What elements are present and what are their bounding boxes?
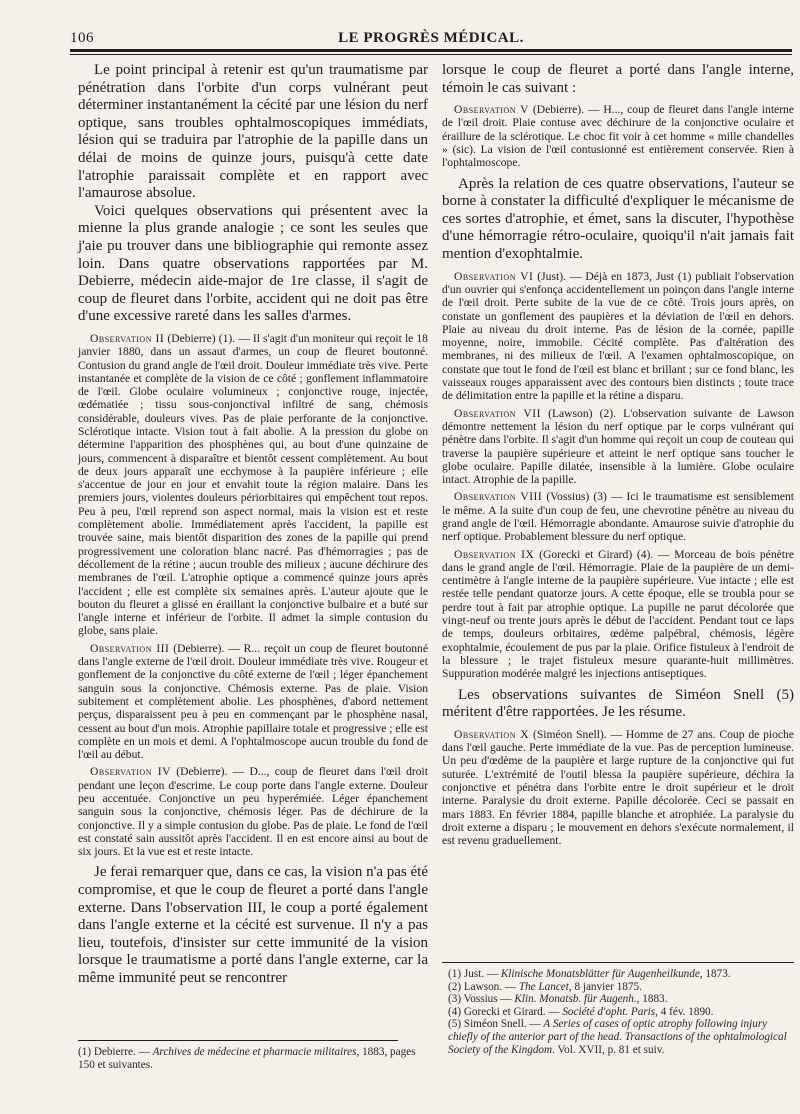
observation-10 xyxy=(442,728,794,848)
footnote xyxy=(448,968,794,981)
footnote xyxy=(78,1046,428,1071)
footnote-source: The Lancet xyxy=(518,980,569,993)
right-column xyxy=(442,62,794,847)
observation-6 xyxy=(442,270,794,403)
observation-text: (Vossius) (3) — Ici le traumatisme est sensiblement le même. A la suite d'un coup de feu, une chevrotine pénètre au niveau du grand angle de l'œil. Hémorragie abondante. Amaurose suivie d'atrophie du nerf optique. Probablement blessure du nerf optique. xyxy=(442,490,794,544)
observation-2 xyxy=(78,332,428,638)
observation-text: (Gorecki et Girard) (4). — Morceau de bois pénètre dans le grand angle de l'œil. Hémorragie. Plaie de la paupière de un demi-centimètre à l'angle interne de la paupière supérieure. Vue intacte ; elle est restée telle pendant quatorze jours. A cette époque, elle se troubla pour se perdre tout à fait par atrophie optique. La pupille ne parut décolorée que vingt-neuf ou trente jours après le début de l'accident. Pendant tout ce laps de temps, douleurs orbitaires, œdème palpébral, chémosis, légère exophtalmie, écoulement de pus par la plaie. Orifice fistuleux à l'endroit de la blessure ; le trajet fistuleux mesure quarante-huit millimètres. Suppuration modérée malgré les injections antiseptiques. xyxy=(442,547,794,681)
footnote-author: (1) Debierre. — xyxy=(78,1046,153,1058)
footnote-tail: , 1883, pages 150 et suivantes. xyxy=(78,1046,416,1071)
observation-heading: Observation IV xyxy=(90,765,171,779)
footnote xyxy=(448,981,794,994)
footnote-tail: , 1873. xyxy=(699,968,731,980)
page-header xyxy=(70,30,792,50)
paragraph: Après la relation de ces quatre observations, l'auteur se borne à constater la difficulté d'expliquer le mécanisme de ces sortes d'atrophie, et émet, sans la discuter, l'hypothèse d'une hémorragie rétro-oculaire, quoiqu'il n'ait jamais fait mention d'exophtalmie. xyxy=(442,175,794,263)
footnote xyxy=(448,1018,794,1056)
observation-text: (Just). — Déjà en 1873, Just (1) publiait l'observation d'un ouvrier qui s'enfonça accidentellement un poinçon dans l'angle interne de l'œil droit. Perte subite de la vue de ce côté. Trois jours après, on constate un gonflement des paupières et la déviation de l'œil en dehors. Plaie au niveau du droit interne. Pas de lésion de la cornée, papille moyenne, noire, immobile. Cécité complète. Pas d'altération des membranes, ni des milieux de l'œil. A l'examen ophtalmoscopique, on constate que tout le fond de l'œil est blanc et brillant ; sur ce fond blanc, les vaisseaux rouges apparaissent avec des contours bien distincts ; toute trace de délimitation entre la papille et la rétine a disparu. xyxy=(442,269,795,403)
observation-text: (Debierre) (1). — Il s'agit d'un moniteur qui reçoit le 18 janvier 1880, dans un assaut d'armes, un coup de fleuret boutonné. Contusion du grand angle de l'œil droit. Douleur immédiate très vive. Perte instantanée et complète de la vision de ce côté ; gonflement inflammatoire de l'œil. Globe oculaire volumineux ; conjonctive rouge, injectée, œdématiée ; tissu sous-conjonctival infiltré de sang, chémosis considérable, douleurs vives. Pas de plaie perforante de la conjonctive. Sclérotique intacte. Vision tout à fait abolie. A la pression du globe on détermine l'apparition des phosphènes qui, au bout d'une quinzaine de jours, commencent à disparaître et bientôt cessent complètement. Au bout de deux jours apparaît une ecchymose à la paupière inférieure ; elle s'accentue de jour en jour et envahit toute la région malaire. Dans les premiers jours, violentes douleurs périorbitaires qui empêchent tout repos. Peu à peu, l'œil reprend son aspect normal, mais la vision est et reste complètement abolie. Immédiatement après l'accident, la papille est trouvée saine, mais bientôt disparition des zones de la papille qui prend progressivement une coloration blanc nacré. Pas d'hémorragies ; pas de décollement de la rétine ; aucun trouble des milieux ; aucune déchirure des membranes de l'œil. L'atrophie optique a commencé quinze jours après l'accident ; elle est complète six semaines après. L'auteur ajoute que le bouton du fleuret a glissé en éraillant la conjonctive bulbaire et a buté sur l'angle interne et inférieur de l'orbite. Il admet la simple contusion du globe, sans plaie. xyxy=(78,331,428,638)
header-rule-thick xyxy=(70,49,792,52)
footnote-tail: , 4 fév. 1890. xyxy=(655,1005,714,1018)
footnote-author: (4) Gorecki et Girard. — xyxy=(448,1005,563,1018)
page-number: 106 xyxy=(70,30,94,46)
observation-text: (Siméon Snell). — Homme de 27 ans. Coup de pioche dans l'œil gauche. Perte immédiate de la vue. Pas de perception lumineuse. Un peu d'œdème de la paupière et large rupture de la conjonctive qui fut suturée. L'extrémité de l'outil blessa la paupière supérieure, déchira la conjonctive et pénétra dans l'orbite entre le droit supérieur et le droit interne. Paralysie du droit externe. Papille décolorée. Ceci se passait en mars 1883. En février 1884, papille blanche et atrophiée. La paralysie du droit externe a disparu ; le mouvement en dehors s'exécute normalement, il est revenu graduellement. xyxy=(442,727,794,848)
footnote-source: Klin. Monatsb. für Augenh. xyxy=(514,993,637,1006)
footnote-rule xyxy=(442,962,794,963)
observation-9 xyxy=(442,548,794,681)
footnote-source: A Series of cases of optic atrophy following injury chiefly of the anterior part of the head. Transactions of the ophtalmological Society of the Kingdom xyxy=(448,1018,787,1056)
paragraph: Voici quelques observations qui présentent avec la mienne la plus grande analogie ; ce sont les seules que j'aie pu trouver dans une bibliographie qui remonte assez loin. Dans quatre observations rapportées par M. Debierre, médecin aide-major de 1re classe, il s'agit de coup de fleuret dans l'orbite, accident qui ne doit pas être d'une excessive rareté dans les salles d'armes. xyxy=(78,202,428,325)
right-footnotes xyxy=(448,968,794,1056)
journal-title: LE PROGRÈS MÉDICAL. xyxy=(338,30,524,46)
footnote-author: (3) Vossius — xyxy=(448,993,515,1006)
observation-heading: Observation X xyxy=(454,727,530,741)
observation-4 xyxy=(78,765,428,858)
observation-heading: Observation VI xyxy=(454,269,534,283)
observation-heading: Observation VII xyxy=(454,406,541,420)
footnote-source: Klinische Monatsblätter für Augenheilkunde xyxy=(500,968,700,980)
observation-heading: Observation V xyxy=(454,103,529,117)
footnote-source: Société d'opht. Paris xyxy=(562,1005,656,1018)
footnote-tail: . Vol. XVII, p. 81 et suiv. xyxy=(552,1043,665,1056)
paragraph: lorsque le coup de fleuret a porté dans l'angle interne, témoin le cas suivant : xyxy=(442,62,794,96)
observation-text: (Debierre). — R... reçoit un coup de fleuret boutonné dans l'angle externe de l'œil droit. Douleur immédiate très vive. Rougeur et gonflement de la conjonctive du côté externe de l'œil ; léger épanchement sanguin sous la conjonctive. Chémosis externe. Pas de plaie. Vision subitement et complètement abolie. Les phosphènes, d'abord nettement perçus, disparaissent peu à peu en commençant par le phosphène nasal, cessent au bout d'un mois. Atrophie papillaire totale et progressive ; elle est complète en un mois et demi. A l'ophtalmoscope aucun trouble du fond de l'œil au début. xyxy=(78,641,428,762)
observation-heading: Observation II xyxy=(90,331,165,345)
observation-heading: Observation III xyxy=(90,641,170,655)
footnote-tail: , 1883. xyxy=(636,993,668,1006)
observation-7 xyxy=(442,407,794,487)
observation-heading: Observation IX xyxy=(454,547,535,561)
footnote-rule xyxy=(78,1040,398,1041)
footnote-author: (1) Just. — xyxy=(448,968,501,980)
left-footnotes xyxy=(78,1046,428,1071)
footnote xyxy=(448,1006,794,1019)
paragraph: Le point principal à retenir est qu'un traumatisme par pénétration dans l'orbite d'un corps vulnérant peut déterminer instantanément la cécité par une lésion du nerf optique, sans troubles ophtalmoscopiques immédiats, lésion qui se traduira par l'atrophie de la papille dans un délai de moins de quinze jours, puisqu'à cette date l'atrophie paraissait complète et en rapport avec l'amaurose absolue. xyxy=(78,62,428,202)
footnote-author: (5) Siméon Snell. — xyxy=(448,1018,544,1031)
observation-text: (Debierre). — H..., coup de fleuret dans l'angle interne de l'œil droit. Plaie contuse avec déchirure de la conjonctive oculaire et éraillure de la sclérotique. Le choc fit voir à cet homme « mille chandelles » (sic). La vision de l'œil contusionné est entièrement conservée. Rien à l'ophtalmoscope. xyxy=(442,103,794,170)
observation-8 xyxy=(442,490,794,543)
paragraph: Je ferai remarquer que, dans ce cas, la vision n'a pas été compromise, et que le coup de fleuret a porté dans l'angle externe. Dans l'observation III, le coup a porté également dans l'angle externe et la cécité est survenue. Il n'y a pas lieu, toutefois, d'insister sur cette immunité de la vision lorsque le traumatisme a porté dans l'angle externe, car la même immunité peut se rencontrer xyxy=(78,864,428,987)
footnote-author: (2) Lawson. — xyxy=(448,980,519,993)
footnote-source: Archives de médecine et pharmacie militaires xyxy=(152,1046,357,1058)
observation-text: (Debierre). — D..., coup de fleuret dans l'œil droit pendant une leçon d'escrime. Le coup porte dans l'angle externe. Douleur peu accentuée. Conjonctive un peu hyperémiée. Léger épanchement sanguin sous la conjonctive, chémosis léger. Pas de déchirure de la conjonctive. Il y a simple contusion du globe. Pas de plaie. Le fond de l'œil est constaté sain aussitôt après l'accident. Il en est encore ainsi au bout de six jours. Et la vue est et reste intacte. xyxy=(78,765,428,859)
footnote-tail: , 8 janvier 1875. xyxy=(568,980,642,993)
footnote xyxy=(448,993,794,1006)
observation-heading: Observation VIII xyxy=(454,490,543,504)
observation-text: (Lawson) (2). L'observation suivante de Lawson démontre nettement la lésion du nerf optique par le corps vulnérant qui pénètre dans l'orbite. Il s'agit d'un homme qui reçoit un coup de couteau qui traverse la paupière supérieure et atteint le nerf optique sans toucher le globe oculaire. Papille dilatée, insensible à la lumière. Globe oculaire intact. Atrophie de la papille. xyxy=(442,406,794,487)
left-column xyxy=(78,62,428,988)
header-rule-thin xyxy=(70,54,792,55)
observation-5 xyxy=(442,103,794,169)
observation-3 xyxy=(78,642,428,762)
paragraph: Les observations suivantes de Siméon Snell (5) méritent d'être rapportées. Je les résume. xyxy=(442,686,794,721)
